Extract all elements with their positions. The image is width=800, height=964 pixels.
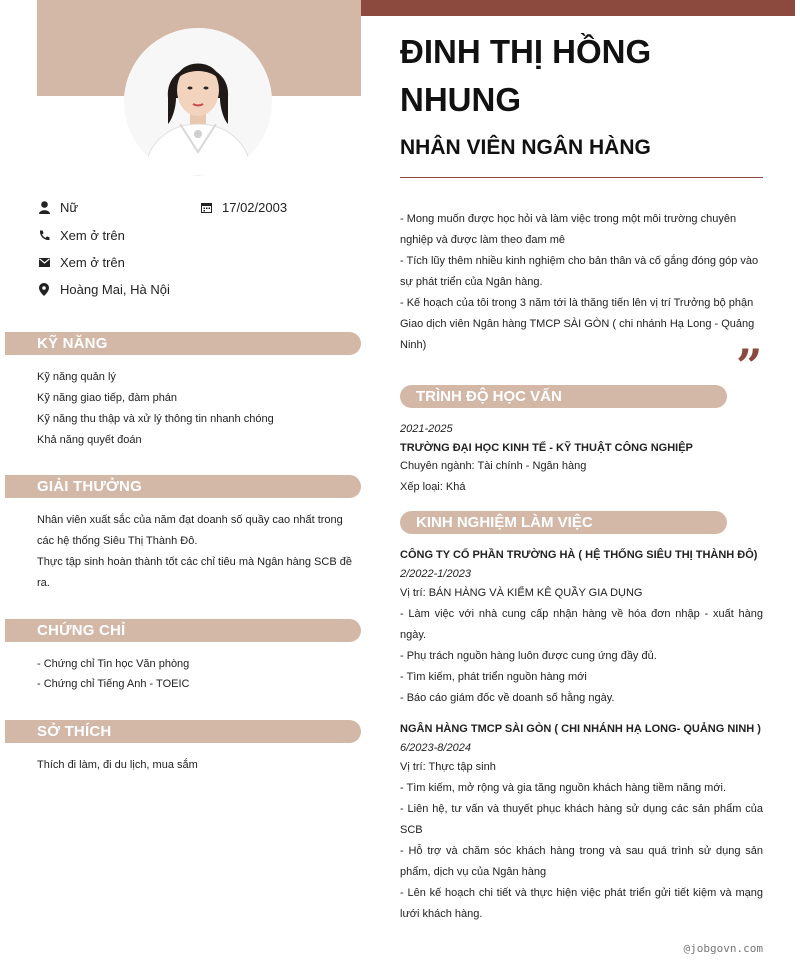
objective-item: - Mong muốn được học hỏi và làm việc trong một môi trường chuyên nghiệp và được làm theo đam mê [400,213,737,246]
experience-task: - Hỗ trợ và chăm sóc khách hàng trong và sau quá trình sử dụng sản phẩm, dịch vụ của Ngân hàng [400,845,763,878]
calendar-icon [199,201,213,215]
hobbies-heading: SỞ THÍCH [5,720,361,743]
experience-task: - Lên kế hoạch chi tiết và thực hiện việc phát triển gửi tiết kiệm và mạng lưới khách hàng. [400,887,763,920]
objective-item: - Kế hoạch của tôi trong 3 năm tới là thăng tiến lên vị trí Trưởng bộ phận Giao dịch viên Ngân hàng TMCP SÀI GÒN ( chi nhánh Hạ Long - Quảng Ninh) [400,297,755,351]
certificate-item: - Chứng chỉ Tiếng Anh - TOEIC [37,678,190,690]
experience-task: - Làm việc với nhà cung cấp nhận hàng về hóa đơn nhập - xuất hàng ngày. [400,608,763,641]
quote-mark-icon: ” [736,339,763,393]
phone-icon [37,229,51,243]
gender-value: Nữ [60,200,79,215]
person-icon [37,201,51,215]
award-item: Thực tập sinh hoàn thành tốt các chỉ tiêu mà Ngân hàng SCB đề ra. [37,556,352,589]
experience-task: - Tìm kiếm, phát triển nguồn hàng mới [400,671,587,683]
experience-company: CÔNG TY CỔ PHẦN TRƯỜNG HÀ ( HỆ THỐNG SIÊU THỊ THÀNH ĐÔ) [400,549,758,561]
certificates-heading: CHỨNG CHỈ [5,619,361,642]
education-heading: TRÌNH ĐỘ HỌC VẤN [400,385,727,408]
dob-value: 17/02/2003 [222,200,288,215]
address-value: Hoàng Mai, Hà Nội [60,282,170,297]
hobbies-text: Thích đi làm, đi du lịch, mua sắm [37,759,198,771]
dob-row [199,200,287,215]
location-pin-icon [37,283,51,297]
experience-task: - Phụ trách nguồn hàng luôn được cung ứng đầy đủ. [400,650,657,662]
skill-item: Khả năng quyết đoán [37,434,142,446]
experience-period: 2/2022-1/2023 [400,568,471,580]
awards-list [37,510,361,594]
skills-heading: KỸ NĂNG [5,332,361,355]
watermark: @jobgovn.com [683,942,763,955]
experience-task: - Liên hệ, tư vấn và thuyết phục khách hàng sử dụng các sản phẩm của SCB [400,803,763,836]
experience-company: NGÂN HÀNG TMCP SÀI GÒN ( CHI NHÁNH HẠ LONG- QUẢNG NINH ) [400,723,761,735]
candidate-name: ĐINH THỊ HỒNG NHUNG [400,33,652,118]
skills-list [37,367,361,451]
experience-heading: KINH NGHIỆM LÀM VIỆC [400,511,727,534]
skill-item: Kỹ năng thu thập và xử lý thông tin nhanh chóng [37,413,274,425]
job-title: NHÂN VIÊN NGÂN HÀNG [400,136,651,159]
hobbies-text-block [37,755,361,776]
phone-value: Xem ở trên [60,228,125,243]
award-item: Nhân viên xuất sắc của năm đạt doanh số quầy cao nhất trong các hệ thống Siêu Thị Thành Đô. [37,514,343,547]
email-value: Xem ở trên [60,255,125,270]
education-major: Chuyên ngành: Tài chính - Ngân hàng [400,460,587,472]
phone-row [37,228,125,243]
address-row [37,282,170,297]
top-accent-bar [361,0,795,16]
experience-task: - Tìm kiếm, mở rộng và gia tăng nguồn khách hàng tiềm năng mới. [400,782,727,794]
envelope-icon [37,256,51,270]
experience-entry [400,719,763,925]
objective-item: - Tích lũy thêm nhiều kinh nghiệm cho bản thân và cố gắng đóng góp vào sự phát triển của Ngân hàng. [400,255,759,288]
education-school: TRƯỜNG ĐẠI HỌC KINH TẾ - KỸ THUẬT CÔNG NGHIỆP [400,442,693,454]
experience-position: Vị trí: Thực tập sinh [400,761,496,773]
certificate-item: - Chứng chỉ Tin học Văn phòng [37,658,190,670]
career-objective [400,209,763,356]
skill-item: Kỹ năng quản lý [37,371,116,383]
education-rank: Xếp loại: Khá [400,481,466,493]
experience-task: - Báo cáo giám đốc về doanh số hằng ngày. [400,692,615,704]
skill-item: Kỹ năng giao tiếp, đàm phán [37,392,178,404]
experience-period: 6/2023-8/2024 [400,742,471,754]
certificates-list [37,654,361,694]
education-period: 2021-2025 [400,423,453,435]
experience-position: Vị trí: BÁN HÀNG VÀ KIỂM KÊ QUẦY GIA DỤNG [400,587,643,599]
experience-entry [400,545,763,709]
profile-photo [124,28,272,176]
gender-row [37,200,78,215]
email-row [37,255,125,270]
education-block [400,419,763,498]
header-divider [400,177,763,178]
awards-heading: GIẢI THƯỞNG [5,475,361,498]
